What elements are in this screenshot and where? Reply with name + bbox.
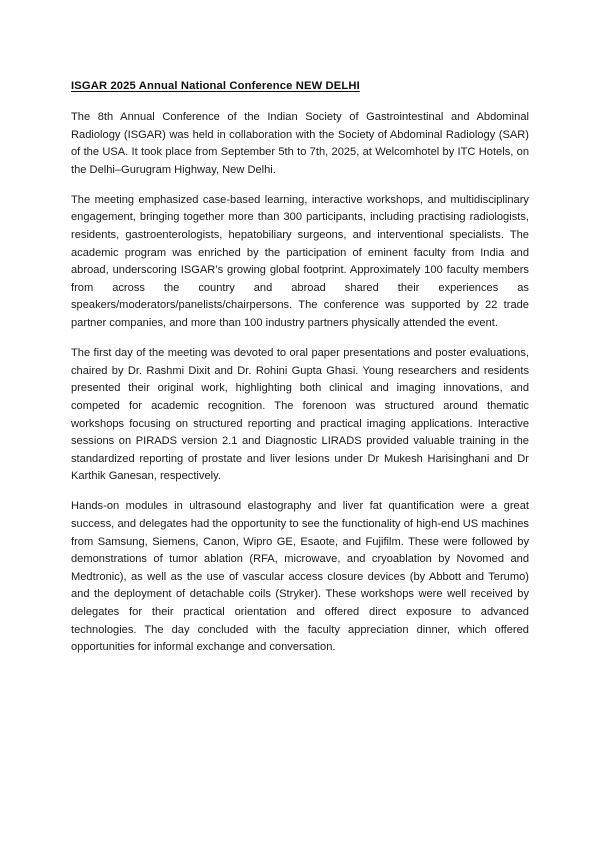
document-title: ISGAR 2025 Annual National Conference NEW DELHI — [71, 80, 360, 92]
document-text-body — [71, 78, 529, 657]
paragraph-first-day-sessions: The first day of the meeting was devoted to oral paper presentations and poster evaluations, chaired by Dr. Rashmi Dixit and Dr. Rohini Gupta Ghasi. Young researchers and residents presented their original work, highlighting both clinical and imaging innovations, and competed for academic recognition. The forenoon was structured around thematic workshops focusing on structured reporting and practical imaging applications. Interactive sessions on PIRADS version 2.1 and Diagnostic LIRADS provided valuable training in the standardized reporting of prostate and liver lesions under Dr Mukesh Harisinghani and Dr Karthik Ganesan, respectively. — [71, 347, 529, 483]
paragraph-meeting-participation: The meeting emphasized case-based learning, interactive workshops, and multidisciplinary engagement, bringing together more than 300 participants, including practising radiologists, residents, gastroenterologists, hepatobiliary surgeons, and interventional specialists. The academic program was enriched by the participation of eminent faculty from India and abroad, underscoring ISGAR’s growing global footprint. Approximately 100 faculty members from across the country and abroad shared their experiences as speakers/moderators/panelists/chairpersons. The conference was supported by 22 trade partner companies, and more than 100 industry partners physically attended the event. — [71, 193, 529, 330]
paragraph-conference-overview: The 8th Annual Conference of the Indian Society of Gastrointestinal and Abdominal Radiology (ISGAR) was held in collaboration with the Society of Abdominal Radiology (SAR) of the USA. It took place from September 5th to 7th, 2025, at Welcomhotel by ITC Hotels, on the Delhi–Gurugram Highway, New Delhi. — [71, 111, 529, 176]
paragraph-hands-on-modules: Hands-on modules in ultrasound elastography and liver fat quantification were a great success, and delegates had the opportunity to see the functionality of high-end US machines from Samsung, Siemens, Canon, Wipro GE, Esaote, and Fujifilm. These were followed by demonstrations of tumor ablation (RFA, microwave, and cryoablation by Novomed and Medtronic), as well as the use of vascular access closure devices (by Abbott and Terumo) and the deployment of detachable coils (Stryker). These workshops were well received by delegates for their practical orientation and offered direct exposure to advanced technologies. The day concluded with the faculty appreciation dinner, which offered opportunities for informal exchange and conversation. — [71, 500, 529, 654]
